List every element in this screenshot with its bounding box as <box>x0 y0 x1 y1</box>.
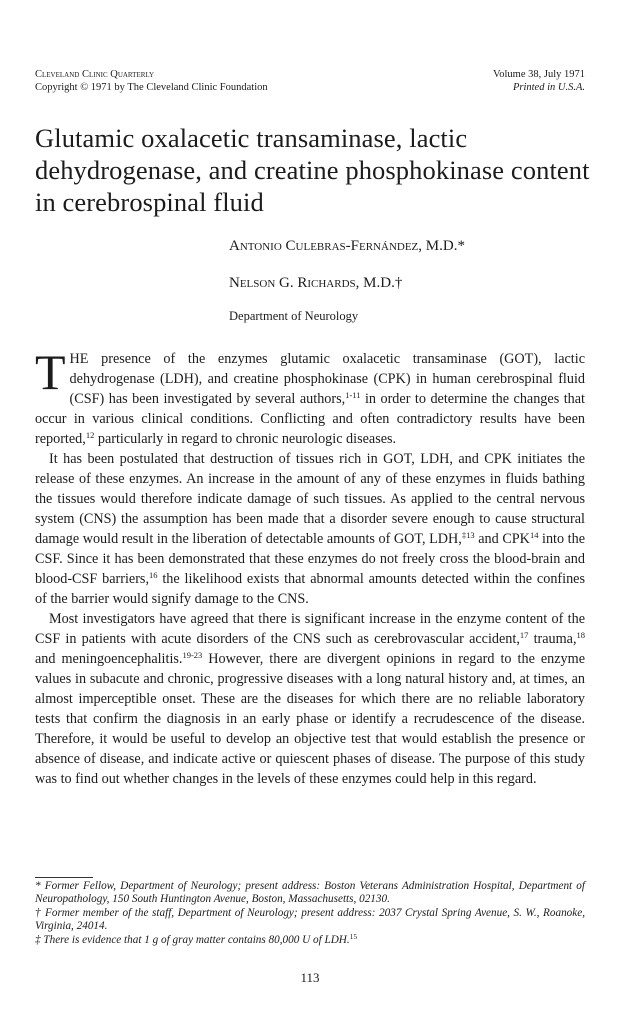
p3-text-a: Most investigators have agreed that there is significant increase in the enzyme content of the CSF in patients with acute disorders of the CNS such as cerebrovascular accident, <box>35 611 585 647</box>
citation-superscript: 17 <box>519 630 529 640</box>
journal-name: Cleveland Clinic Quarterly <box>35 69 155 80</box>
p3-text-d: However, there are divergent opinions in regard to the enzyme values in subacute and chronic, progressive diseases with a long natural history and, at times, an almost imperceptible onset. These are the diseases for which there are no reliable laboratory tests that confirm the diagnosis in an early phase or identify a recrudescence of the disease. Therefore, it would be useful to develop an objective test that would establish the presence or absence of disease, and indicate active or quiescent phases of disease. The purpose of this study was to find out whether changes in the levels of these enzymes could help in this regard. <box>35 651 585 787</box>
footnote-1: * Former Fellow, Department of Neurology; present address: Boston Veterans Administration Hospital, Department of Neuropathology, 150 South Huntington Avenue, Boston, Massachusetts, 02130. <box>35 880 585 906</box>
citation-superscript: ‡13 <box>461 530 475 540</box>
p3-text-c: and meningoencephalitis. <box>35 651 183 667</box>
running-header-left <box>35 68 268 94</box>
citation-superscript: 12 <box>85 430 95 440</box>
footnote-3-text: ‡ There is evidence that 1 g of gray matter contains 80,000 U of LDH. <box>35 933 350 946</box>
volume-line: Volume 38, July 1971 <box>493 69 585 80</box>
paragraph-1 <box>35 344 585 449</box>
footnote-rule <box>35 877 93 878</box>
author-2: Nelson G. Richards, M.D.† <box>229 275 403 291</box>
citation-superscript: 19-23 <box>182 650 203 660</box>
p2-text-a: It has been postulated that destruction of tissues rich in GOT, LDH, and CPK initiates the release of these enzymes. An increase in the amount of any of these enzymes in fluids bathing the tissues would therefore indicate damage of such tissues. As applied to the central nervous system (CNS) the assumption has been made that a disorder severe enough to cause structural damage would result in the liberation of detectable amounts of GOT, LDH, <box>35 451 585 547</box>
printed-line: Printed in U.S.A. <box>512 82 585 93</box>
article-title: Glutamic oxalacetic transaminase, lactic dehydrogenase, and creatine phosphokinase content in cerebrospinal fluid <box>35 123 590 217</box>
p2-text-c: into the CSF. Since it has been demonstrated that these enzymes do not freely cross the blood-brain and blood-CSF barriers, <box>35 531 586 587</box>
footnotes <box>35 880 585 947</box>
footnote-2: † Former member of the staff, Department of Neurology; present address: 2037 Crystal Spring Avenue, S. W., Roanoke, Virginia, 24014. <box>35 906 585 933</box>
p1-text-b: in order to determine the changes that occur in various clinical conditions. Conflicting and often contradictory results have been reported, <box>35 391 585 447</box>
running-header-right <box>493 68 585 94</box>
p1-text-a: HE presence of the enzymes glutamic oxalacetic transaminase (GOT), lactic dehydrogenase (LDH), and creatine phosphokinase (CPK) in human cerebrospinal fluid (CSF) has been investigated by several authors, <box>69 351 585 407</box>
p3-text-b: trauma, <box>528 631 577 647</box>
paragraph-2 <box>35 449 585 609</box>
citation-superscript: 15 <box>349 931 358 941</box>
citation-superscript: 1-11 <box>345 390 361 400</box>
drop-cap: T <box>35 344 66 400</box>
p2-text-d: the likelihood exists that abnormal amounts detected within the confines of the barrier would signify damage to the CNS. <box>35 571 585 607</box>
footnote-3 <box>35 931 585 947</box>
author-1: Antonio Culebras-Fernández, M.D.* <box>229 238 465 254</box>
citation-superscript: 18 <box>576 630 586 640</box>
paragraph-3 <box>35 609 585 789</box>
citation-superscript: 16 <box>149 570 158 580</box>
article-body <box>35 344 586 789</box>
page-number: 113 <box>300 970 320 985</box>
p2-text-b: and CPK <box>474 531 530 547</box>
citation-superscript: 14 <box>529 530 539 540</box>
p1-text-c: particularly in regard to chronic neurologic diseases. <box>94 431 397 447</box>
copyright-line: Copyright © 1971 by The Cleveland Clinic Foundation <box>35 82 268 93</box>
department: Department of Neurology <box>229 309 359 323</box>
